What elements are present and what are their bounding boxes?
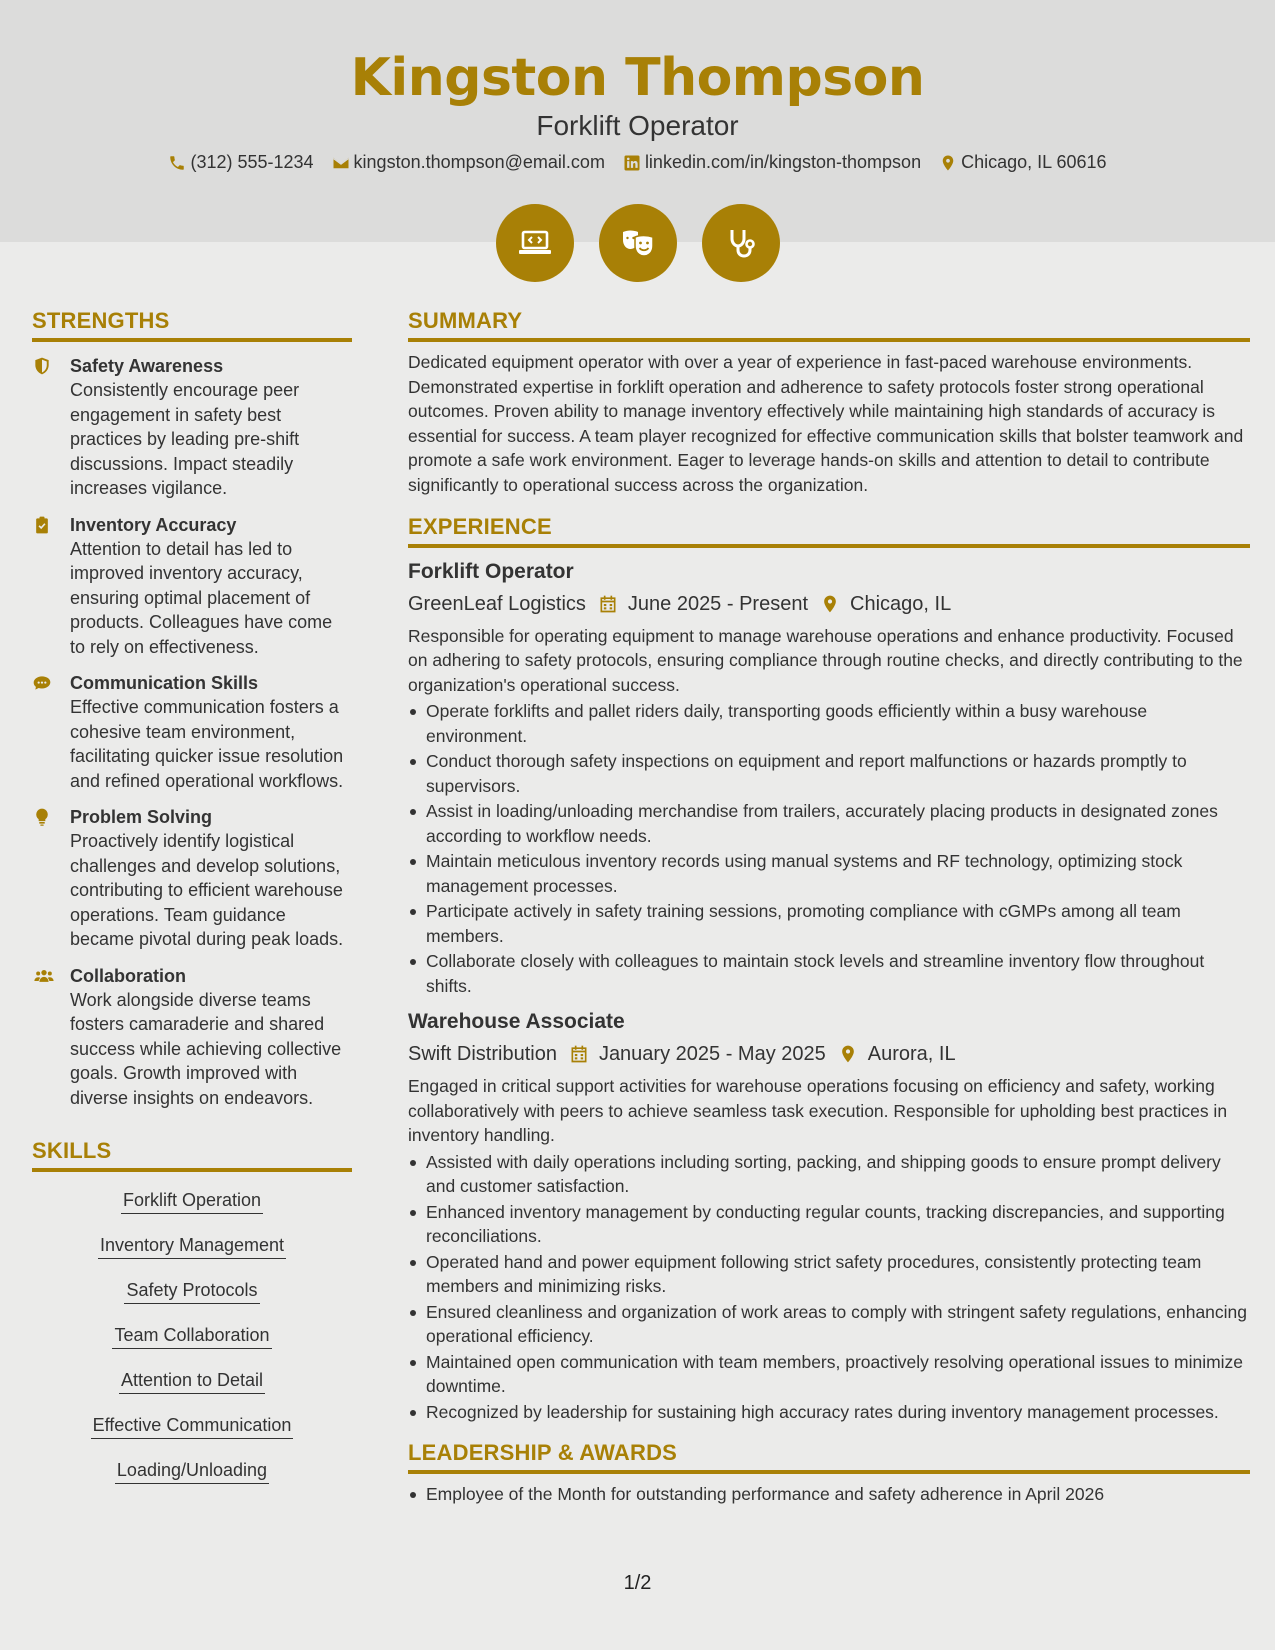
award-item: Employee of the Month for outstanding performance and safety adherence in April 2026 [408, 1482, 1250, 1507]
bullet-item: Recognized by leadership for sustaining high accuracy rates during inventory management processes. [408, 1400, 1250, 1425]
strength-name: Safety Awareness [70, 356, 224, 376]
job-title: Warehouse Associate [408, 1010, 625, 1034]
strength-item [32, 671, 352, 793]
bullet-item: Maintain meticulous inventory records using manual systems and RF technology, optimizing stock management processes. [408, 849, 1250, 898]
phone-icon [168, 154, 186, 172]
strength-item [32, 513, 352, 660]
strength-desc: Effective communication fosters a cohesive team environment, facilitating quicker issue resolution and refined operational workflows. [70, 697, 344, 791]
skill-item: Inventory Management [98, 1231, 286, 1259]
laptop-code-icon [515, 223, 555, 263]
calendar-icon [598, 594, 618, 614]
calendar-icon [569, 1044, 589, 1064]
strength-name: Communication Skills [70, 673, 259, 693]
skill-item: Attention to Detail [119, 1366, 265, 1394]
experience-heading: EXPERIENCE [408, 514, 1250, 548]
bullet-item: Participate actively in safety training sessions, promoting compliance with cGMPs among all team members. [408, 899, 1250, 948]
job-bullets [408, 1150, 1250, 1425]
linkedin-text: linkedin.com/in/kingston-thompson [644, 152, 922, 172]
summary-text: Dedicated equipment operator with over a year of experience in fast-paced warehouse environments. Demonstrated expertise in forklift operation and adherence to safety protocols foster strong operational outcomes. Proven ability to manage inventory effectively while maintaining high standards of accuracy is essential for success. A team player recognized for effective communication skills that bolster teamwork and promote a safe work environment. Eager to leverage hands-on skills and attention to detail to contribute significantly to operational success across the organization. [408, 352, 1244, 495]
contact-phone[interactable] [168, 152, 313, 173]
stethoscope-icon [721, 223, 761, 263]
strength-desc: Consistently encourage peer engagement in safety best practices by leading pre-shift discussions. Impact steadily increases vigilance. [70, 380, 300, 498]
contact-email[interactable] [332, 152, 605, 173]
bullet-item: Maintained open communication with team members, proactively resolving operational issues to minimize downtime. [408, 1350, 1250, 1399]
envelope-icon [332, 154, 350, 172]
contact-linkedin[interactable] [623, 152, 921, 173]
awards-list [408, 1482, 1250, 1507]
skill-item: Forklift Operation [121, 1186, 263, 1214]
strength-item [32, 805, 352, 952]
bullet-item: Enhanced inventory management by conducting regular counts, tracking discrepancies, and supporting reconciliations. [408, 1200, 1250, 1249]
skill-item: Effective Communication [91, 1411, 294, 1439]
bullet-item: Ensured cleanliness and organization of work areas to comply with stringent safety regulations, enhancing operational efficiency. [408, 1300, 1250, 1349]
job-dates: June 2025 - Present [627, 592, 809, 615]
job-meta [408, 590, 1250, 618]
badge-stethoscope [702, 204, 780, 282]
map-pin-icon [838, 1044, 858, 1064]
job-entry [408, 558, 1250, 999]
bullet-item: Operated hand and power equipment following strict safety procedures, consistently protecting team members and minimizing risks. [408, 1250, 1250, 1299]
location-text: Chicago, IL 60616 [961, 152, 1107, 172]
bullet-item: Collaborate closely with colleagues to maintain stock levels and streamline inventory flow throughout shifts. [408, 949, 1250, 998]
skill-item: Safety Protocols [124, 1276, 259, 1304]
strength-item [32, 354, 352, 501]
strength-name: Inventory Accuracy [70, 514, 237, 535]
strength-item [32, 964, 352, 1111]
strength-desc: Work alongside diverse teams fosters camaraderie and shared success while achieving collective goals. Growth improved with diverse insights on endeavors. [70, 989, 342, 1108]
right-column [408, 308, 1250, 1508]
skill-item: Team Collaboration [112, 1321, 271, 1349]
contact-bar [0, 152, 1275, 173]
strength-name: Problem Solving [70, 807, 213, 827]
candidate-title: Forklift Operator [536, 110, 739, 141]
phone-text: (312) 555-1234 [190, 152, 314, 172]
contact-location [939, 152, 1106, 173]
users-icon [32, 966, 56, 986]
shield-icon [32, 356, 52, 376]
strength-name: Collaboration [70, 965, 186, 986]
job-description: Engaged in critical support activities for warehouse operations focusing on efficiency and safety, working collaboratively with peers to achieve seamless task execution. Responsible for upholding best practices in inventory handling. [408, 1076, 1228, 1146]
strengths-heading: STRENGTHS [32, 308, 352, 342]
badge-laptop [496, 204, 574, 282]
map-pin-icon [939, 154, 957, 172]
job-entry [408, 1008, 1250, 1424]
job-location: Aurora, IL [867, 1043, 956, 1066]
page-number: 1/2 [623, 1572, 652, 1594]
skills-heading: SKILLS [32, 1138, 352, 1172]
bullet-item: Assisted with daily operations including sorting, packing, and shipping goods to ensure prompt delivery and customer satisfaction. [408, 1150, 1250, 1199]
interest-badges [0, 204, 1275, 282]
comment-dots-icon [32, 673, 52, 693]
bullet-item: Operate forklifts and pallet riders daily, transporting goods efficiently within a busy warehouse environment. [408, 699, 1250, 748]
bullet-item: Assist in loading/unloading merchandise from trailers, accurately placing products in designated zones according to workflow needs. [408, 799, 1250, 848]
strength-desc: Attention to detail has led to improved inventory accuracy, ensuring optimal placement of products. Colleagues have come to rely on effectiveness. [70, 538, 333, 657]
lightbulb-icon [32, 807, 52, 827]
job-dates: January 2025 - May 2025 [598, 1043, 826, 1066]
left-column [32, 308, 352, 1501]
email-text: kingston.thompson@email.com [353, 152, 605, 172]
job-company: GreenLeaf Logistics [408, 592, 586, 615]
bullet-item: Conduct thorough safety inspections on equipment and report malfunctions or hazards promptly to supervisors. [408, 749, 1250, 798]
job-meta [408, 1040, 1250, 1068]
job-company: Swift Distribution [408, 1043, 557, 1066]
candidate-name: Kingston Thompson [350, 48, 925, 108]
clipboard-check-icon [32, 515, 52, 535]
awards-heading: LEADERSHIP & AWARDS [408, 1440, 1250, 1474]
badge-masks [599, 204, 677, 282]
linkedin-icon [623, 154, 641, 172]
job-title: Forklift Operator [408, 559, 574, 583]
job-description: Responsible for operating equipment to manage warehouse operations and enhance productivity. Focused on adhering to safety protocols, ensuring compliance through routine checks, and directly contributing to the organization's operational success. [408, 625, 1243, 695]
skills-list [32, 1186, 352, 1501]
theater-masks-icon [618, 223, 658, 263]
strength-desc: Proactively identify logistical challenges and develop solutions, contributing to efficient warehouse operations. Team guidance became pivotal during peak loads. [70, 831, 344, 949]
summary-heading: SUMMARY [408, 308, 1250, 342]
map-pin-icon [820, 594, 840, 614]
job-bullets [408, 699, 1250, 998]
skill-item: Loading/Unloading [115, 1456, 269, 1484]
job-location: Chicago, IL [850, 592, 952, 615]
